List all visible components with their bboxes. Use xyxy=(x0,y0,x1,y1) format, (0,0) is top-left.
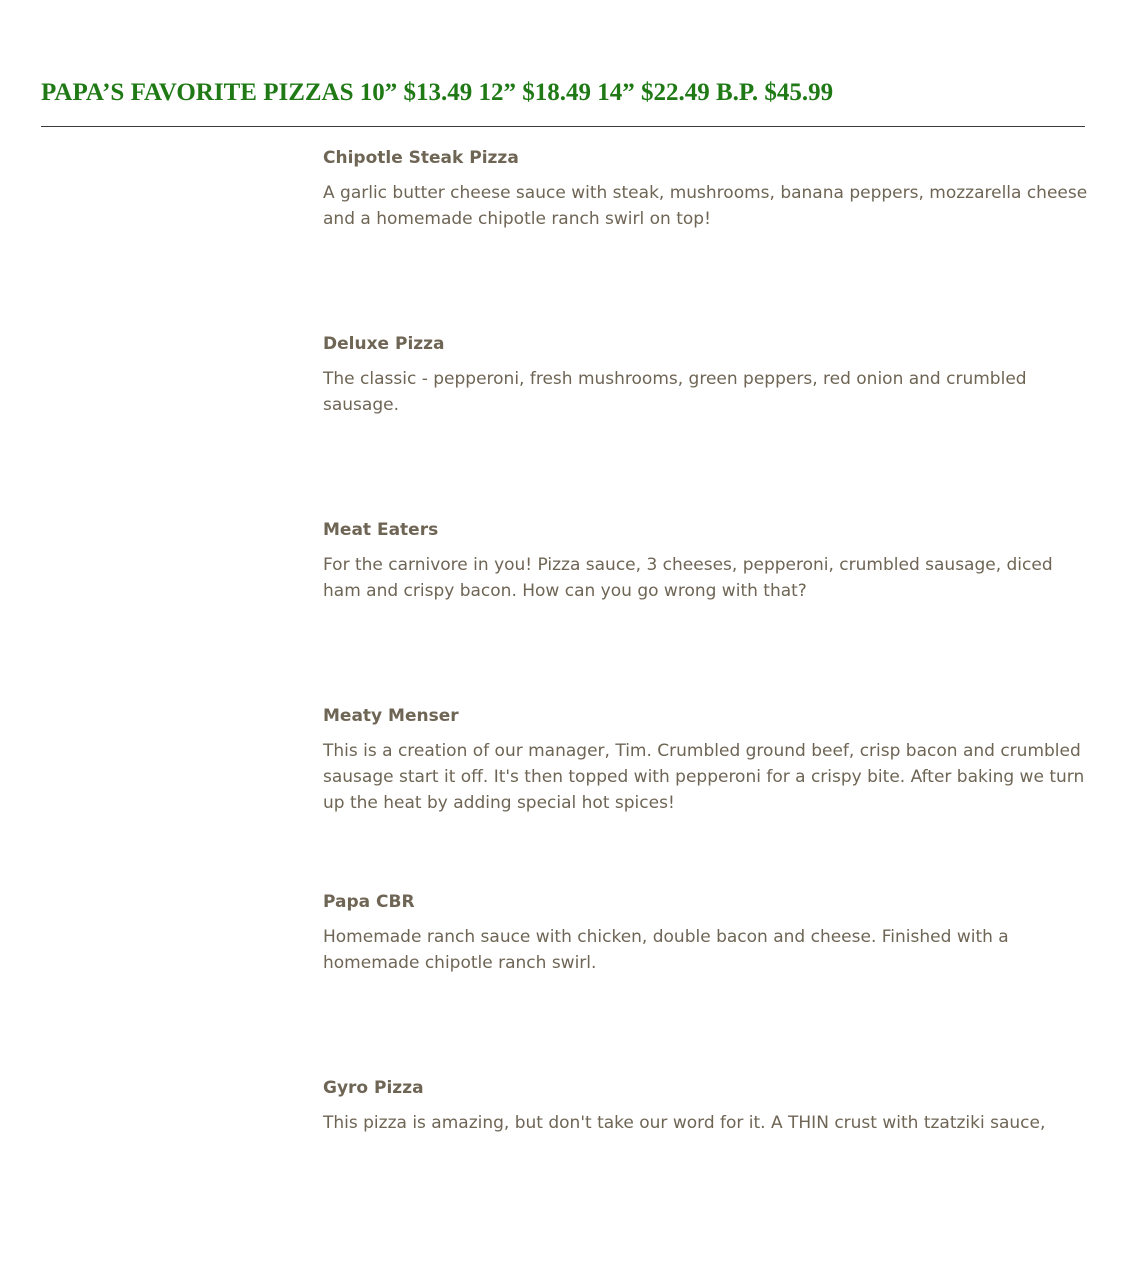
item-description: For the carnivore in you! Pizza sauce, 3 cheeses, pepperoni, crumbled sausage, diced ham and crispy bacon. How can you go wrong with that? xyxy=(323,555,1053,601)
item-name: Meaty Menser xyxy=(323,706,459,726)
item-name: Meat Eaters xyxy=(323,520,439,540)
item-description: This is a creation of our manager, Tim. Crumbled ground beef, crisp bacon and crumbled sausage start it off. It's then topped with pepperoni for a crispy bite. After baking we turn up the heat by adding special hot spices! xyxy=(323,741,1085,813)
menu-item xyxy=(323,145,1093,331)
section-header xyxy=(41,76,1085,127)
section-title: PAPA’S FAVORITE PIZZAS 10” $13.49 12” $18.49 14” $22.49 B.P. $45.99 xyxy=(41,79,834,106)
menu-item xyxy=(323,1075,1093,1261)
menu-item xyxy=(323,703,1093,889)
menu-list xyxy=(323,145,1093,1261)
menu-item xyxy=(323,889,1093,1075)
item-description: A garlic butter cheese sauce with steak, mushrooms, banana peppers, mozzarella cheese and a homemade chipotle ranch swirl on top! xyxy=(323,183,1088,229)
item-description: Homemade ranch sauce with chicken, double bacon and cheese. Finished with a homemade chipotle ranch swirl. xyxy=(323,927,1009,973)
menu-item xyxy=(323,517,1093,703)
item-name: Gyro Pizza xyxy=(323,1078,424,1098)
item-name: Chipotle Steak Pizza xyxy=(323,148,519,168)
menu-item xyxy=(323,331,1093,517)
item-name: Deluxe Pizza xyxy=(323,334,445,354)
item-description: The classic - pepperoni, fresh mushrooms, green peppers, red onion and crumbled sausage. xyxy=(323,369,1027,415)
item-name: Papa CBR xyxy=(323,892,415,912)
item-description: This pizza is amazing, but don't take our word for it. A THIN crust with tzatziki sauce, xyxy=(323,1113,1046,1133)
